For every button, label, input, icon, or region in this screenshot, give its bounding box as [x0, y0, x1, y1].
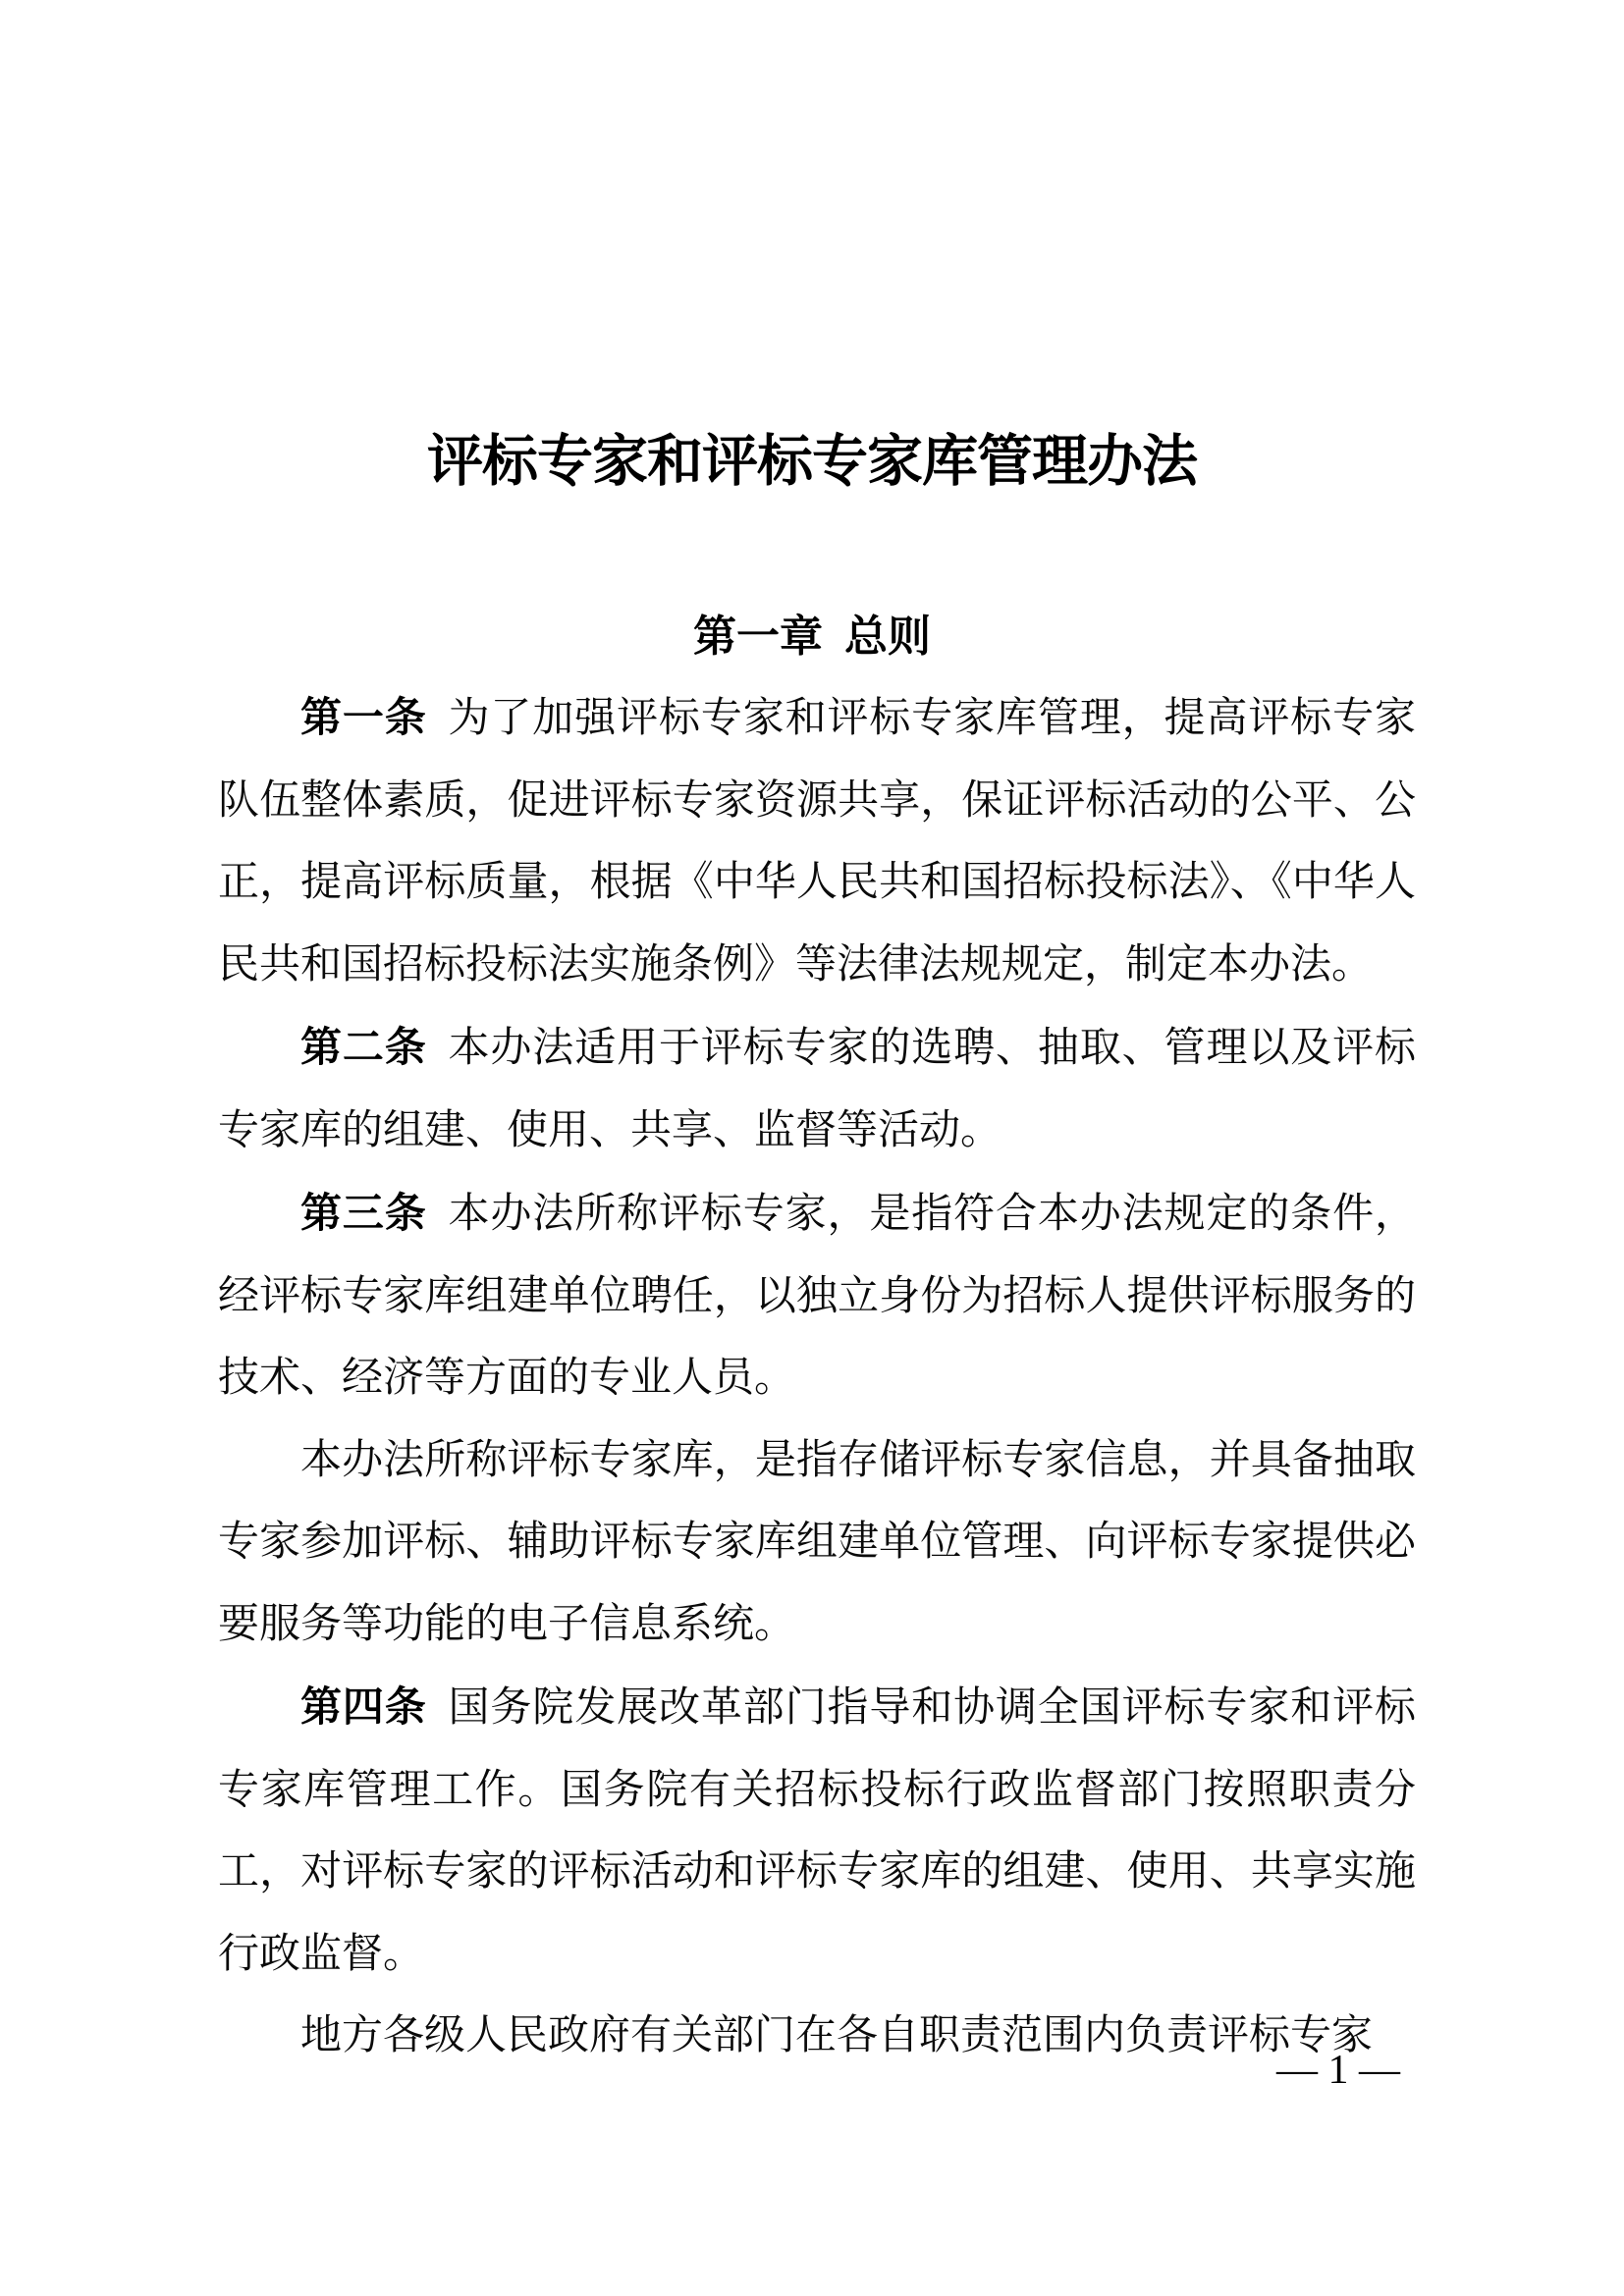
article-number: 第二条	[300, 1024, 427, 1070]
chapter-heading: 第一章 总则	[693, 613, 931, 661]
paragraph: 第四条 国务院发展改革部门指导和协调全国评标专家和评标专家库管理工作。国务院有关招标投标行政监督部门按照职责分工，对评标专家的评标活动和评标专家库的组建、使用、共享实施行政监督。	[218, 1683, 1416, 1977]
paragraph: 地方各级人民政府有关部门在各自职责范围内负责评标专家	[300, 2013, 1374, 2058]
document-body	[218, 676, 1416, 2078]
article-number: 第一条	[300, 694, 427, 740]
article-number: 第三条	[300, 1190, 427, 1236]
document-title: 评标专家和评标专家库管理办法	[427, 431, 1197, 493]
article-number: 第四条	[300, 1683, 427, 1730]
paragraph: 第三条 本办法所称评标专家，是指符合本办法规定的条件，经评标专家库组建单位聘任，以独立身份为招标人提供评标服务的技术、经济等方面的专业人员。	[218, 1190, 1416, 1401]
paragraph: 本办法所称评标专家库，是指存储评标专家信息，并具备抽取专家参加评标、辅助评标专家库组建单位管理、向评标专家提供必要服务等功能的电子信息系统。	[218, 1437, 1416, 1647]
paragraph: 第一条 为了加强评标专家和评标专家库管理，提高评标专家队伍整体素质，促进评标专家资源共享，保证评标活动的公平、公正，提高评标质量，根据《中华人民共和国招标投标法》、《中华人民共和国招标投标法实施条例》等法律法规规定，制定本办法。	[218, 694, 1416, 988]
page-number: — 1 —	[1276, 2048, 1400, 2093]
paragraph: 第二条 本办法适用于评标专家的选聘、抽取、管理以及评标专家库的组建、使用、共享、监督等活动。	[218, 1024, 1416, 1153]
